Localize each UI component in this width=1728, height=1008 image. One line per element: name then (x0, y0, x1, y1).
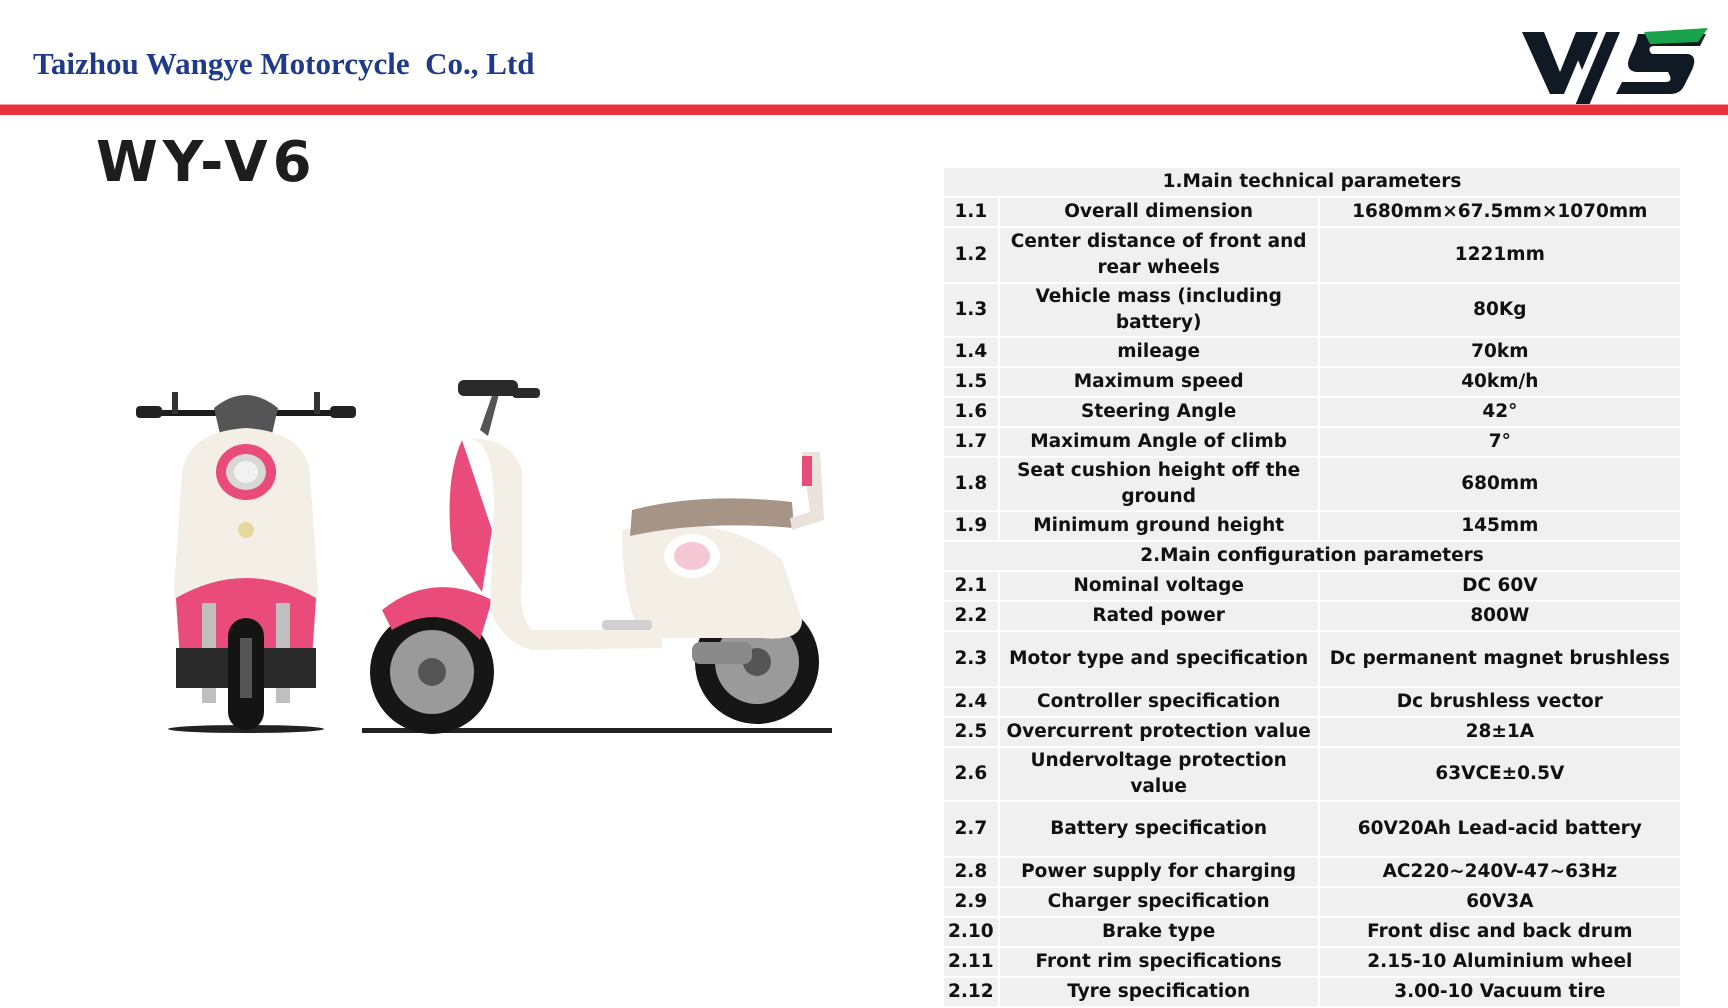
table-row (944, 284, 1680, 336)
param-value: 680mm (1320, 458, 1680, 510)
row-number: 2.3 (944, 632, 1000, 686)
section-title: 1.Main technical parameters (944, 168, 1680, 196)
param-value: Front disc and back drum (1320, 918, 1680, 946)
param-value: 28±1A (1320, 718, 1680, 746)
section-header-technical (944, 168, 1680, 196)
param-value: 70km (1320, 338, 1680, 366)
table-row (944, 228, 1680, 282)
table-row (944, 632, 1680, 686)
param-value: AC220~240V-47~63Hz (1320, 858, 1680, 886)
param-name: Overcurrent protection value (1000, 718, 1320, 746)
param-name: Center distance of front and rear wheels (1000, 228, 1320, 282)
param-name: Rated power (1000, 602, 1320, 630)
table-row (944, 748, 1680, 800)
param-name: Minimum ground height (1000, 512, 1320, 540)
param-name: Vehicle mass (including battery) (1000, 284, 1320, 336)
param-value: 1221mm (1320, 228, 1680, 282)
table-row (944, 602, 1680, 630)
table-row (944, 398, 1680, 426)
row-number: 1.1 (944, 198, 1000, 226)
row-number: 2.10 (944, 918, 1000, 946)
table-row (944, 918, 1680, 946)
param-name: Overall dimension (1000, 198, 1320, 226)
row-number: 1.3 (944, 284, 1000, 336)
param-name: Nominal voltage (1000, 572, 1320, 600)
param-value: 60V20Ah Lead-acid battery (1320, 802, 1680, 856)
scooter-side-view-image (362, 380, 862, 740)
param-value: 800W (1320, 602, 1680, 630)
param-value: 7° (1320, 428, 1680, 456)
param-name: Seat cushion height off the ground (1000, 458, 1320, 510)
param-value: Dc permanent magnet brushless (1320, 632, 1680, 686)
row-number: 1.7 (944, 428, 1000, 456)
table-row (944, 198, 1680, 226)
param-value: 40km/h (1320, 368, 1680, 396)
param-name: Maximum speed (1000, 368, 1320, 396)
param-value: 63VCE±0.5V (1320, 748, 1680, 800)
row-number: 2.2 (944, 602, 1000, 630)
row-number: 2.4 (944, 688, 1000, 716)
header-divider (0, 104, 1728, 115)
table-row (944, 428, 1680, 456)
table-row (944, 572, 1680, 600)
row-number: 2.1 (944, 572, 1000, 600)
param-value: 2.15-10 Aluminium wheel (1320, 948, 1680, 976)
param-value: 3.00-10 Vacuum tire (1320, 978, 1680, 1006)
param-name: Controller specification (1000, 688, 1320, 716)
param-value: DC 60V (1320, 572, 1680, 600)
table-row (944, 458, 1680, 510)
row-number: 1.9 (944, 512, 1000, 540)
table-row (944, 368, 1680, 396)
param-value: Dc brushless vector (1320, 688, 1680, 716)
spec-table (944, 166, 1680, 1008)
row-number: 2.12 (944, 978, 1000, 1006)
param-name: mileage (1000, 338, 1320, 366)
company-name: Taizhou Wangye Motorcycle Co., Ltd (33, 46, 535, 81)
row-number: 1.8 (944, 458, 1000, 510)
table-row (944, 512, 1680, 540)
param-name: Battery specification (1000, 802, 1320, 856)
table-row (944, 888, 1680, 916)
row-number: 1.6 (944, 398, 1000, 426)
section-title: 2.Main configuration parameters (944, 542, 1680, 570)
param-name: Charger specification (1000, 888, 1320, 916)
row-number: 2.7 (944, 802, 1000, 856)
param-name: Undervoltage protection value (1000, 748, 1320, 800)
table-row (944, 858, 1680, 886)
param-value: 145mm (1320, 512, 1680, 540)
row-number: 2.6 (944, 748, 1000, 800)
row-number: 2.11 (944, 948, 1000, 976)
table-row (944, 802, 1680, 856)
row-number: 2.9 (944, 888, 1000, 916)
param-name: Tyre specification (1000, 978, 1320, 1006)
param-value: 1680mm×67.5mm×1070mm (1320, 198, 1680, 226)
param-value: 80Kg (1320, 284, 1680, 336)
table-row (944, 718, 1680, 746)
row-number: 1.5 (944, 368, 1000, 396)
scooter-front-view-image (136, 388, 356, 738)
param-name: Front rim specifications (1000, 948, 1320, 976)
table-row (944, 978, 1680, 1006)
row-number: 2.5 (944, 718, 1000, 746)
param-name: Brake type (1000, 918, 1320, 946)
table-row (944, 688, 1680, 716)
param-name: Steering Angle (1000, 398, 1320, 426)
param-name: Motor type and specification (1000, 632, 1320, 686)
wys-logo (1520, 26, 1710, 108)
row-number: 1.2 (944, 228, 1000, 282)
param-name: Maximum Angle of climb (1000, 428, 1320, 456)
table-row (944, 338, 1680, 366)
param-name: Power supply for charging (1000, 858, 1320, 886)
param-value: 42° (1320, 398, 1680, 426)
param-value: 60V3A (1320, 888, 1680, 916)
section-header-configuration (944, 542, 1680, 570)
row-number: 1.4 (944, 338, 1000, 366)
model-name: WY-V6 (96, 130, 317, 195)
row-number: 2.8 (944, 858, 1000, 886)
